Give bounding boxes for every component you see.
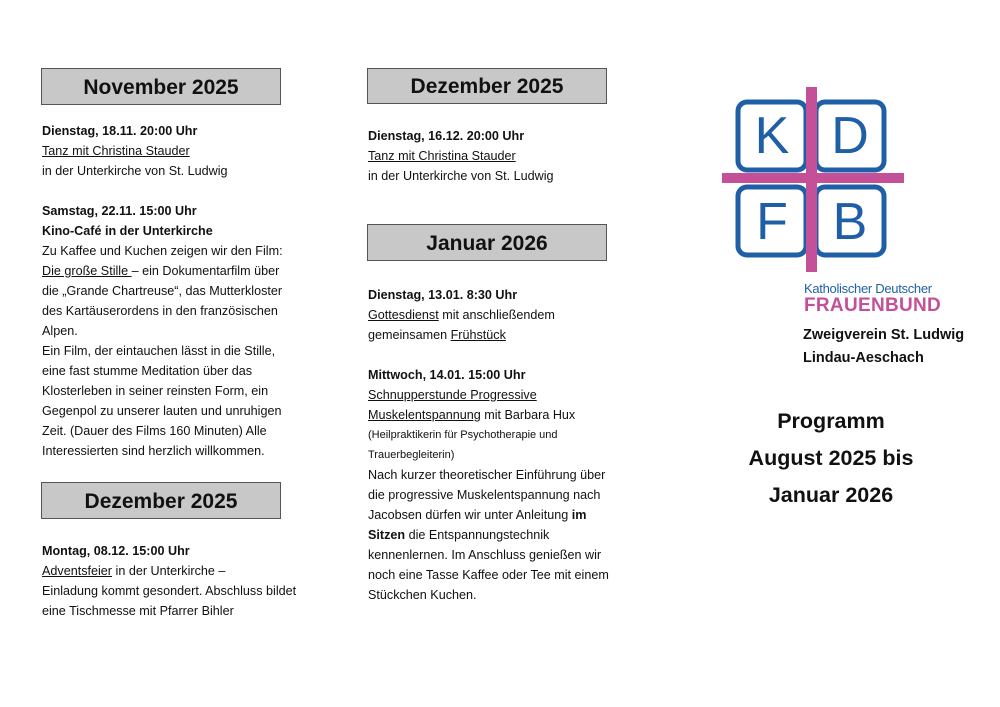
- logo-letter-f: F: [756, 193, 788, 251]
- event-text-line: [368, 405, 609, 425]
- event-date: Dienstag, 18.11. 20:00 Uhr: [42, 124, 198, 138]
- event-text-line: Ein Film, der eintauchen lässt in die Stille,: [42, 344, 276, 358]
- logo-subtitle: Katholischer Deutscher: [804, 281, 932, 296]
- event-text-line: eine fast stumme Meditation über das: [42, 364, 253, 378]
- event-18-11: [42, 121, 228, 181]
- event-date: Dienstag, 13.01. 8:30 Uhr: [368, 288, 518, 302]
- event-08-12: [42, 541, 296, 621]
- kdfb-logo: [718, 85, 918, 280]
- event-title: Gottesdienst: [368, 308, 439, 322]
- event-highlight: Frühstück: [450, 328, 506, 342]
- month-header-november-2025: November 2025: [41, 68, 281, 105]
- event-text-line: die progressive Muskelentspannung nach: [368, 488, 601, 502]
- club-name: Zweigverein St. Ludwig: [803, 327, 965, 343]
- event-text-line: die „Grande Chartreuse“, das Mutterkloster: [42, 284, 283, 298]
- event-emphasis: Sitzen: [368, 528, 406, 542]
- event-title: Muskelentspannung: [368, 408, 481, 422]
- event-text: Jacobsen dürfen wir unter Anleitung: [368, 508, 572, 522]
- event-text-line: Einladung kommt gesondert. Abschluss bildet: [42, 584, 297, 598]
- event-text-line: [42, 561, 296, 581]
- event-22-11: [42, 201, 283, 461]
- event-text-line: Klosterleben in seiner reinsten Form, ein: [42, 384, 269, 398]
- film-title: Die große Stille: [42, 264, 132, 278]
- event-title: Kino-Café in der Unterkirche: [42, 224, 213, 238]
- month-header-januar-2026: Januar 2026: [367, 224, 607, 261]
- event-place: in der Unterkirche von St. Ludwig: [368, 169, 554, 183]
- event-date: Montag, 08.12. 15:00 Uhr: [42, 544, 190, 558]
- club-location: Lindau-Aeschach: [803, 350, 924, 366]
- event-text-line: noch eine Tasse Kaffee oder Tee mit einem: [368, 568, 609, 582]
- event-text: mit anschließendem: [438, 308, 555, 322]
- logo-letter-k: K: [754, 107, 790, 165]
- event-text-line: des Kartäuserordens in den französischen: [42, 304, 278, 318]
- event-text-line: Nach kurzer theoretischer Einführung über: [368, 468, 606, 482]
- event-14-01: [368, 365, 609, 605]
- event-text-line: Alpen.: [42, 324, 78, 338]
- program-title-line: Januar 2026: [768, 483, 894, 507]
- program-title-line: Programm: [777, 409, 885, 433]
- event-place: in der Unterkirche von St. Ludwig: [42, 164, 228, 178]
- event-text: mit Barbara Hux: [480, 408, 576, 422]
- event-date: Dienstag, 16.12. 20:00 Uhr: [368, 129, 525, 143]
- month-header-dezember-2025: Dezember 2025: [367, 68, 607, 104]
- event-note: (Heilpraktikerin für Psychotherapie und: [368, 429, 558, 441]
- event-date: Samstag, 22.11. 15:00 Uhr: [42, 204, 197, 218]
- event-text-line: Zu Kaffee und Kuchen zeigen wir den Film:: [42, 244, 283, 258]
- event-date: Mittwoch, 14.01. 15:00 Uhr: [368, 368, 526, 382]
- event-text-line: Stückchen Kuchen.: [368, 588, 477, 602]
- event-title: Tanz mit Christina Stauder: [42, 144, 190, 158]
- program-title: [701, 403, 961, 514]
- event-text-line: Interessierten sind herzlich willkommen.: [42, 444, 265, 458]
- logo-letter-d: D: [831, 107, 869, 165]
- event-title: Tanz mit Christina Stauder: [368, 149, 516, 163]
- event-text-line: [368, 525, 609, 545]
- event-16-12: [368, 126, 554, 186]
- event-text-line: [368, 505, 609, 525]
- event-text: in der Unterkirche –: [112, 564, 226, 578]
- logo-letter-b: B: [832, 193, 868, 251]
- event-title: Schnupperstunde Progressive: [368, 388, 537, 402]
- event-text: die Entspannungstechnik: [405, 528, 550, 542]
- program-title-line: August 2025 bis: [748, 446, 914, 470]
- event-emphasis: im: [571, 508, 587, 522]
- event-title: Adventsfeier: [42, 564, 113, 578]
- event-text-line: [368, 325, 555, 345]
- event-text-line: Gegenpol zu unserer lauten und unruhigen: [42, 404, 282, 418]
- event-13-01: [368, 285, 555, 345]
- event-text-line: eine Tischmesse mit Pfarrer Bihler: [42, 604, 234, 618]
- event-text: gemeinsamen: [368, 328, 451, 342]
- month-header-dezember-2025: Dezember 2025: [41, 482, 281, 519]
- event-text-line: kennenlernen. Im Anschluss genießen wir: [368, 548, 602, 562]
- event-text-line: [368, 305, 555, 325]
- event-text-line: [42, 261, 283, 281]
- event-note: Trauerbegleiterin): [368, 449, 455, 461]
- logo-wordmark: FRAUENBUND: [804, 295, 942, 316]
- event-text-line: Zeit. (Dauer des Films 160 Minuten) Alle: [42, 424, 267, 438]
- event-text: – ein Dokumentarfilm über: [131, 264, 280, 278]
